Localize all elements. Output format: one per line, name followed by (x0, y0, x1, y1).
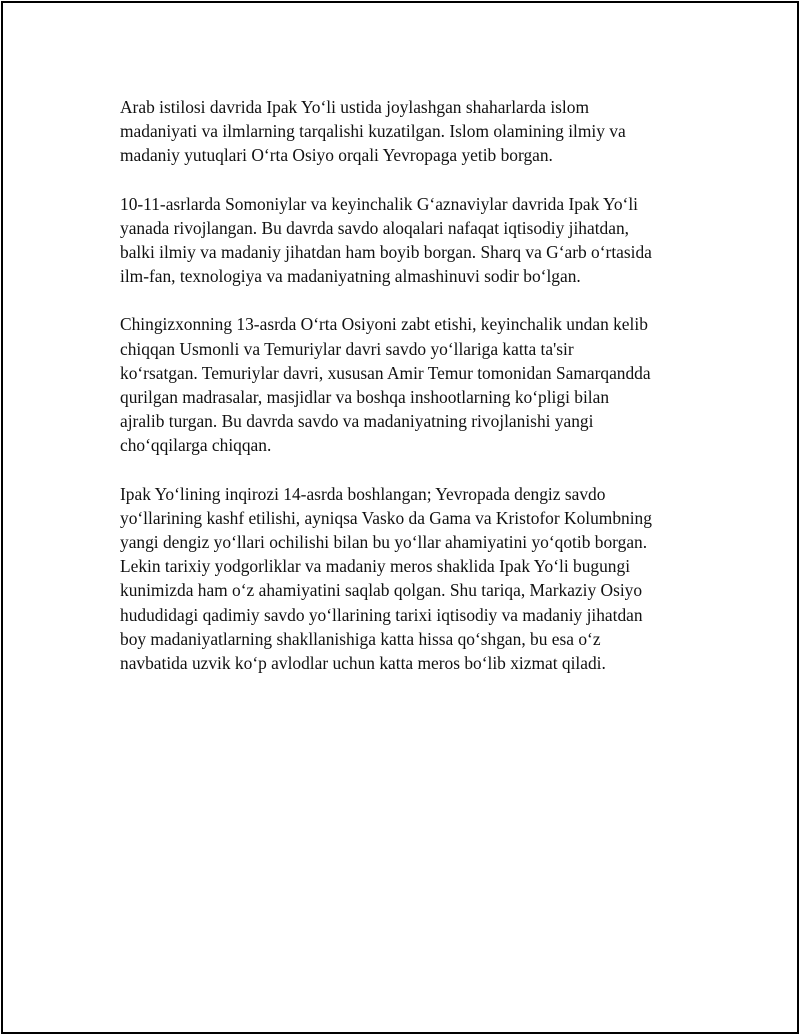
text-line: hududidagi qadimiy savdo yo‘llarining tarixi iqtisodiy va madaniy jihatdan (120, 604, 643, 625)
document-page (1, 1, 799, 1034)
text-line: madaniy yutuqlari O‘rta Osiyo orqali Yevropaga yetib borgan. (120, 145, 553, 166)
text-line: cho‘qqilarga chiqqan. (120, 435, 272, 456)
text-line: yangi dengiz yo‘llari ochilishi bilan bu yo‘llar ahamiyatini yo‘qotib borgan. (120, 532, 648, 553)
text-line: Arab istilosi davrida Ipak Yo‘li ustida joylashgan shaharlarda islom (120, 97, 589, 117)
text-line: boy madaniyatlarning shakllanishiga katta hissa qo‘shgan, bu esa o‘z (120, 628, 601, 649)
text-line: ajralib turgan. Bu davrda savdo va madaniyatning rivojlanishi yangi (120, 411, 594, 432)
text-line: ilm-fan, texnologiya va madaniyatning almashinuvi sodir bo‘lgan. (120, 266, 581, 287)
paragraph (120, 312, 690, 457)
text-line: 10-11-asrlarda Somoniylar va keyinchalik G‘aznaviylar davrida Ipak Yo‘li (120, 193, 639, 214)
text-line: qurilgan madrasalar, masjidlar va boshqa inshootlarning ko‘pligi bilan (120, 387, 610, 408)
text-line: Ipak Yo‘lining inqirozi 14-asrda boshlangan; Yevropada dengiz savdo (120, 483, 606, 504)
text-line: Lekin tarixiy yodgorliklar va madaniy meros shaklida Ipak Yo‘li bugungi (120, 556, 631, 577)
text-line: kunimizda ham o‘z ahamiyatini saqlab qolgan. Shu tariqa, Markaziy Osiyo (120, 580, 643, 601)
text-line: balki ilmiy va madaniy jihatdan ham boyib borgan. Sharq va G‘arb o‘rtasida (120, 242, 652, 263)
text-line: madaniyati va ilmlarning tarqalishi kuzatilgan. Islom olamining ilmiy va (120, 121, 626, 142)
text-line: yo‘llarining kashf etilishi, ayniqsa Vasko da Gama va Kristofor Kolumbning (120, 507, 652, 528)
text-line: chiqqan Usmonli va Temuriylar davri savdo yo‘llariga katta ta'sir (120, 338, 574, 359)
document-body (120, 95, 690, 699)
paragraph (120, 192, 690, 289)
paragraph (120, 482, 690, 676)
text-line: Chingizxonning 13-asrda O‘rta Osiyoni zabt etishi, keyinchalik undan kelib (120, 314, 648, 335)
text-line: ko‘rsatgan. Temuriylar davri, xususan Amir Temur tomonidan Samarqandda (120, 362, 651, 383)
text-line: yanada rivojlangan. Bu davrda savdo aloqalari nafaqat iqtisodiy jihatdan, (120, 217, 629, 238)
paragraph (120, 95, 690, 168)
text-line: navbatida uzvik ko‘p avlodlar uchun katta meros bo‘lib xizmat qiladi. (120, 653, 606, 674)
